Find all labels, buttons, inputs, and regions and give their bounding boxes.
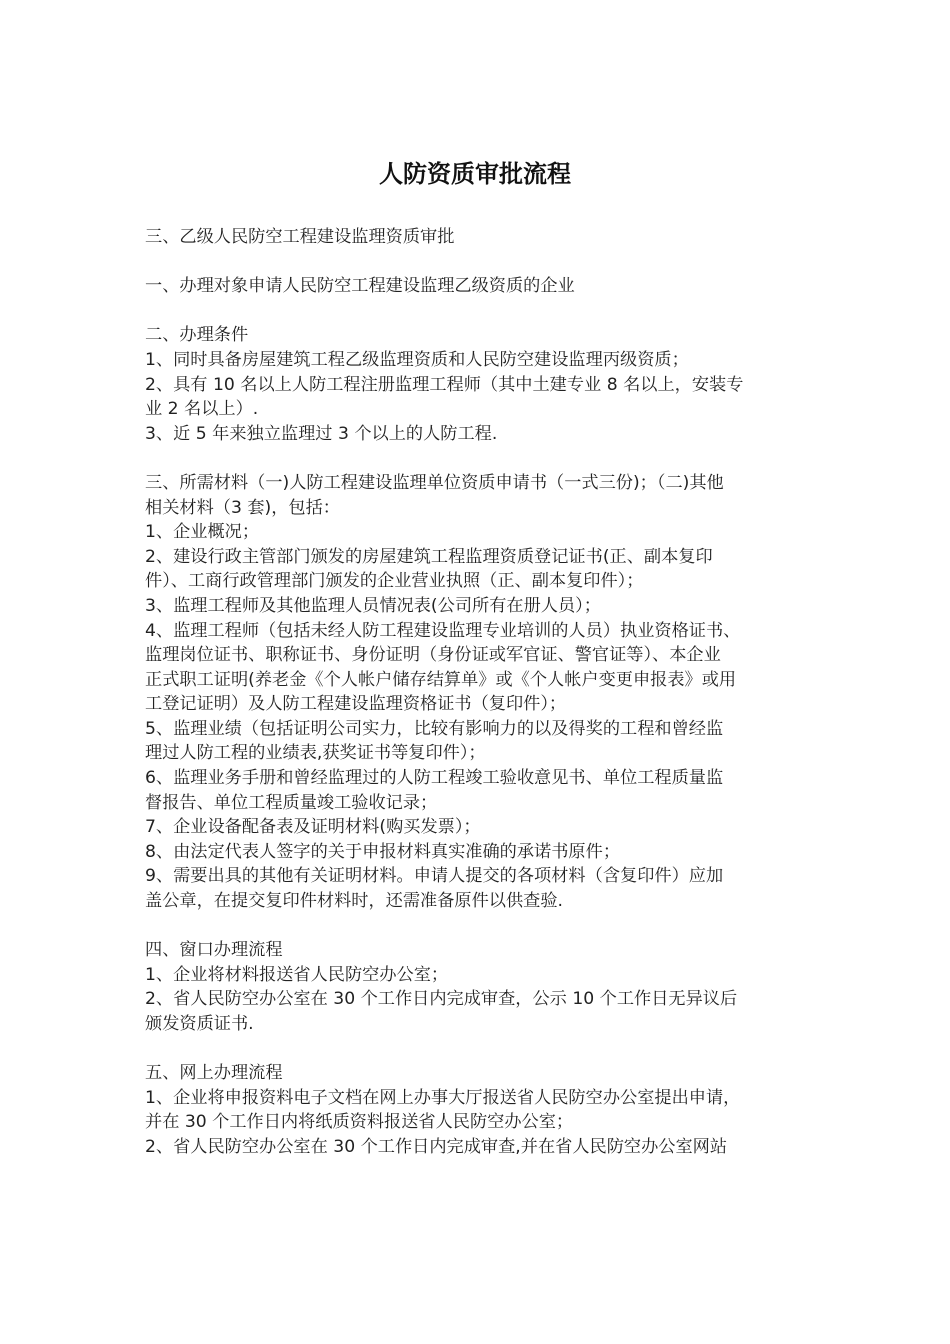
document-body (145, 225, 810, 1160)
text-line: 工登记证明）及人防工程建设监理资格证书（复印件）； (145, 694, 567, 715)
blank-line (145, 1037, 810, 1062)
text-line: 相关材料（3 套)，包括： (145, 497, 340, 518)
text-line: 6、监理业务手册和曾经监理过的人防工程竣工验收意见书、单位工程质量监 (145, 768, 724, 789)
text-line: 三、所需材料（一)人防工程建设监理单位资质申请书（一式三份)；（二)其他 (145, 472, 724, 493)
text-line: 五、网上办理流程 (145, 1063, 283, 1084)
text-line: 三、乙级人民防空工程建设监理资质审批 (145, 227, 455, 247)
blank-line (145, 299, 810, 324)
blank-line (145, 914, 810, 939)
text-line: 四、窗口办理流程 (145, 940, 283, 961)
text-line: 1、同时具备房屋建筑工程乙级监理资质和人民防空建设监理丙级资质； (145, 349, 689, 370)
text-line: 7、企业设备配备表及证明材料(购买发票）； (145, 817, 481, 838)
text-line: 一、办理对象申请人民防空工程建设监理乙级资质的企业 (145, 276, 575, 297)
text-line: 3、近 5 年来独立监理过 3 个以上的人防工程. (145, 423, 498, 444)
text-line: 2、省人民防空办公室在 30 个工作日内完成审查,并在省人民防空办公室网站 (145, 1136, 728, 1157)
text-line: 理过人防工程的业绩表,获奖证书等复印件）； (145, 743, 486, 764)
text-line: 9、需要出具的其他有关证明材料。申请人提交的各项材料（含复印件）应加 (145, 866, 724, 887)
text-line: 监理岗位证书、职称证书、身份证明（身份证或军官证、警官证等）、本企业 (145, 645, 721, 666)
text-line: 1、企业概况； (145, 522, 260, 543)
blank-line (145, 250, 810, 275)
text-line: 2、具有 10 名以上人防工程注册监理工程师（其中土建专业 8 名以上，安装专 (145, 374, 744, 395)
text-line: 5、监理业绩（包括证明公司实力，比较有影响力的以及得奖的工程和曾经监 (145, 718, 724, 739)
blank-line (145, 446, 810, 471)
text-line: 督报告、单位工程质量竣工验收记录； (145, 792, 438, 813)
text-line: 件）、工商行政管理部门颁发的企业营业执照（正、副本复印件）； (145, 571, 644, 592)
text-line: 正式职工证明(养老金《个人帐户储存结算单》或《个人帐户变更申报表》或用 (145, 669, 737, 690)
text-line: 4、监理工程师（包括未经人防工程建设监理专业培训的人员）执业资格证书、 (145, 620, 741, 641)
text-line: 并在 30 个工作日内将纸质资料报送省人民防空办公室； (145, 1112, 574, 1133)
text-line: 2、省人民防空办公室在 30 个工作日内完成审查，公示 10 个工作日无异议后 (145, 989, 738, 1010)
text-line: 1、企业将材料报送省人民防空办公室； (145, 964, 449, 985)
text-line: 二、办理条件 (145, 325, 249, 346)
text-line: 盖公章，在提交复印件材料时，还需准备原件以供查验. (145, 891, 563, 912)
text-line: 2、建设行政主管部门颁发的房屋建筑工程监理资质登记证书(正、副本复印 (145, 546, 713, 567)
text-line: 业 2 名以上）. (145, 399, 259, 420)
text-line: 颁发资质证书. (145, 1014, 254, 1034)
text-line: 1、企业将申报资料电子文档在网上办事大厅报送省人民防空办公室提出申请， (145, 1087, 741, 1108)
text-line: 8、由法定代表人签字的关于申报材料真实准确的承诺书原件； (145, 841, 621, 862)
text-line: 3、监理工程师及其他监理人员情况表(公司所有在册人员）； (145, 595, 601, 616)
document-title: 人防资质审批流程 (379, 159, 571, 188)
